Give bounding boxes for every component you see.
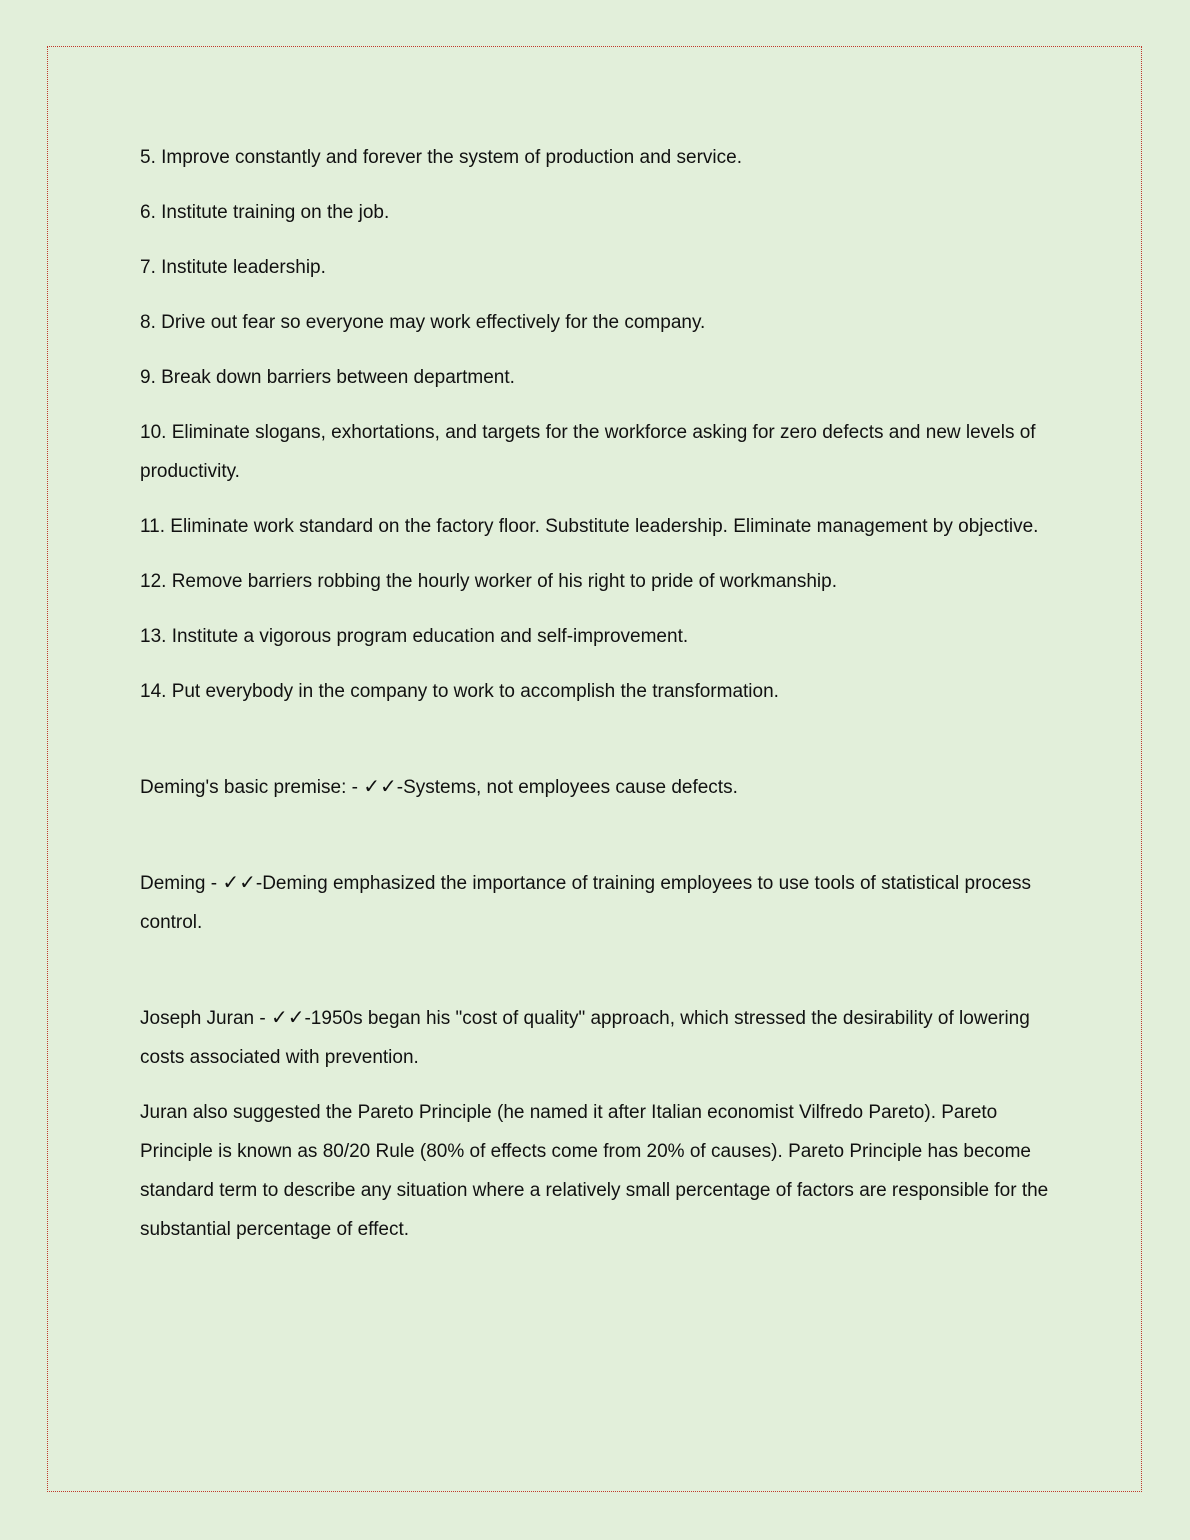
principle-11: 11. Eliminate work standard on the factory floor. Substitute leadership. Eliminate management by objective.: [140, 516, 1039, 537]
deming-premise-term: Deming's basic premise: -: [140, 777, 364, 798]
juran-definition: -1950s began his "cost of quality" approach, which stressed the desirability of lowering costs associated with prevention.: [140, 1008, 1030, 1068]
deming-premise-definition: -Systems, not employees cause defects.: [396, 777, 738, 798]
deming-training-term: Deming -: [140, 873, 223, 894]
principle-5: 5. Improve constantly and forever the system of production and service.: [140, 147, 742, 168]
juran-entry: [140, 998, 1055, 1077]
double-check-icon: ✓✓: [222, 870, 256, 894]
principle-9: 9. Break down barriers between department.: [140, 367, 515, 388]
deming-premise-entry: [140, 767, 1055, 807]
principle-8: 8. Drive out fear so everyone may work effectively for the company.: [140, 312, 706, 333]
double-check-icon: ✓✓: [270, 1005, 305, 1029]
double-check-icon: ✓✓: [363, 774, 397, 798]
pareto-paragraph: Juran also suggested the Pareto Principle (he named it after Italian economist Vilfredo Pareto). Pareto Principle is known as 80/20 Rule (80% of effects come from 20% of causes). Pareto Principle has become standard term to describe any situation where a relatively small percentage of factors are responsible for the substantial percentage of effect.: [140, 1102, 1049, 1240]
principle-13: 13. Institute a vigorous program education and self-improvement.: [140, 626, 689, 647]
juran-term: Joseph Juran -: [140, 1008, 271, 1029]
principle-12: 12. Remove barriers robbing the hourly worker of his right to pride of workmanship.: [140, 571, 837, 592]
deming-training-entry: [140, 863, 1055, 942]
principle-7: 7. Institute leadership.: [140, 257, 326, 278]
principle-14: 14. Put everybody in the company to work to accomplish the transformation.: [140, 681, 779, 702]
principle-10: 10. Eliminate slogans, exhortations, and targets for the workforce asking for zero defects and new levels of productivity.: [140, 422, 1036, 482]
principle-6: 6. Institute training on the job.: [140, 202, 390, 223]
deming-training-definition: -Deming emphasized the importance of training employees to use tools of statistical process control.: [140, 873, 1032, 933]
document-body: [140, 138, 1055, 1265]
